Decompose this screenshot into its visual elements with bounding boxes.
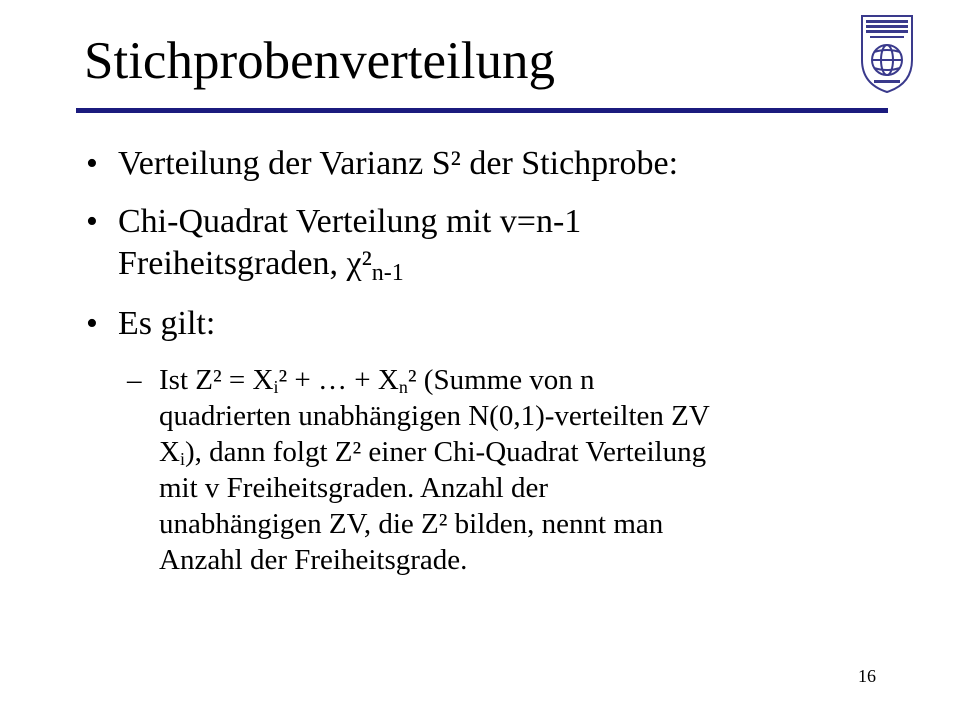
bullet-marker: • xyxy=(86,145,98,182)
bullet-text: Chi-Quadrat Verteilung mit v=n-1 xyxy=(118,203,582,240)
sub-item-line: quadrierten unabhängigen N(0,1)-verteilten ZV xyxy=(159,400,710,432)
bullet-text-part: Freiheitsgraden, χ² xyxy=(118,245,372,282)
bullet-text: Verteilung der Varianz S² der Stichprobe: xyxy=(118,145,679,182)
subscript: i xyxy=(273,377,279,397)
text-part: X xyxy=(159,436,180,468)
subscript: i xyxy=(179,449,185,469)
subscript: n-1 xyxy=(371,260,404,286)
sub-item-line: Anzahl der Freiheitsgrade. xyxy=(159,544,468,576)
page-number: 16 xyxy=(858,666,876,686)
text-part: Ist Z² = X xyxy=(159,364,274,396)
text-part: ), dann folgt Z² einer Chi-Quadrat Verteilung xyxy=(184,436,707,468)
sub-item-line: mit v Freiheitsgraden. Anzahl der xyxy=(159,472,548,504)
bullet-text-line xyxy=(118,244,404,284)
university-logo-icon xyxy=(856,12,918,96)
sub-item-line xyxy=(159,434,706,470)
bullet-marker: • xyxy=(86,305,98,342)
sub-bullet-dash: – xyxy=(127,364,142,396)
slide-title: Stichprobenverteilung xyxy=(84,32,555,90)
sub-item-line: unabhängigen ZV, die Z² bilden, nennt man xyxy=(159,508,664,540)
sub-item-line xyxy=(159,362,595,398)
title-underline xyxy=(76,108,888,113)
bullet-marker: • xyxy=(86,203,98,240)
text-part: ² + … + X xyxy=(278,364,399,396)
subscript: n xyxy=(398,377,408,397)
text-part: ² (Summe von n xyxy=(407,364,595,396)
bullet-text: Es gilt: xyxy=(118,305,216,342)
